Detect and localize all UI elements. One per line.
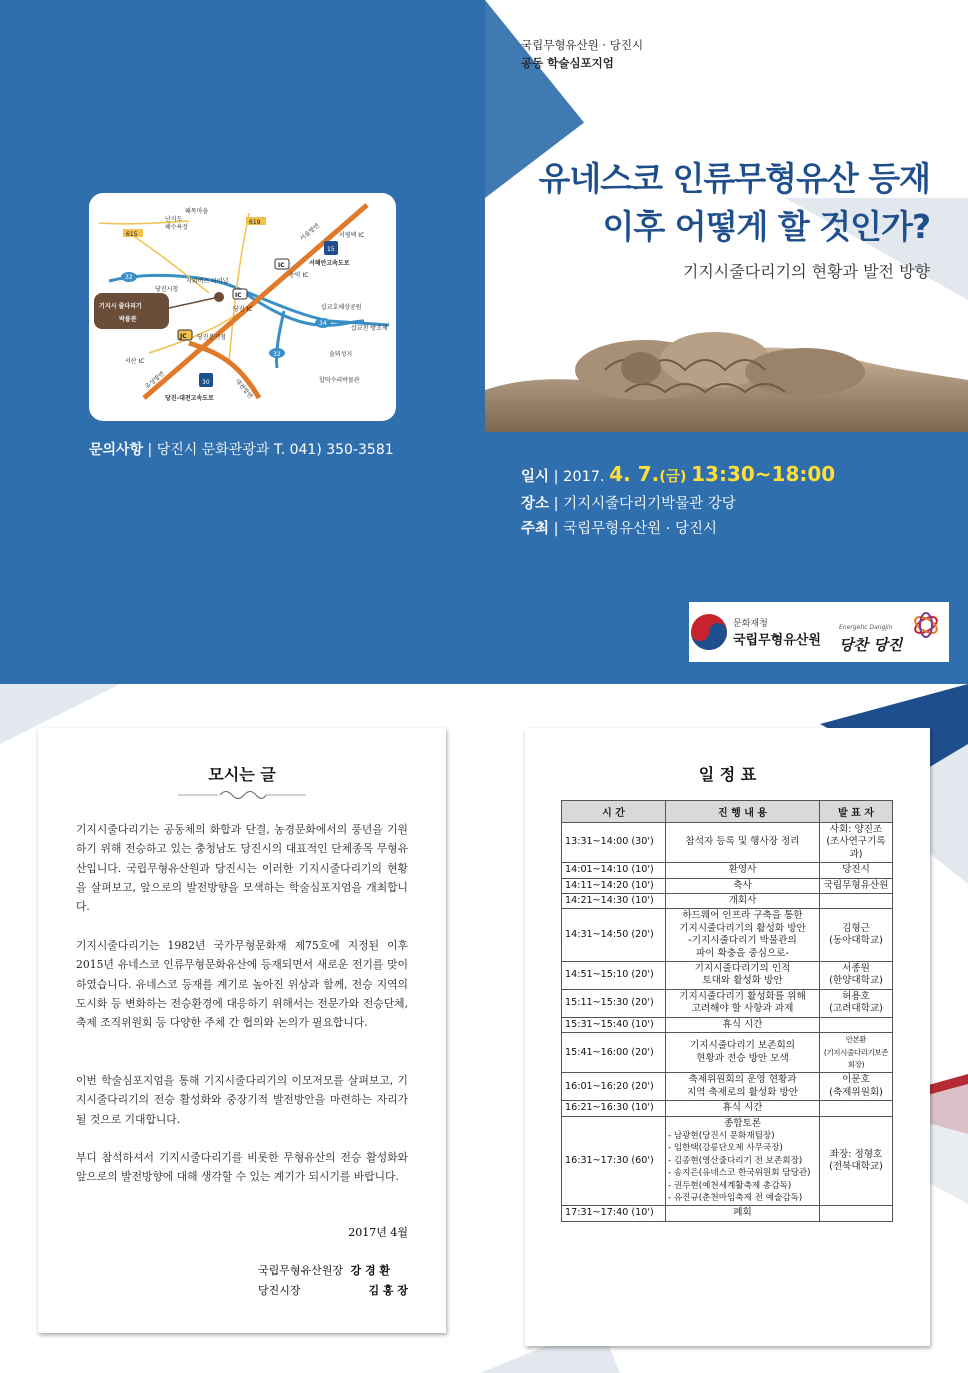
logo2-small: Energetic Dangjin [839,624,893,631]
place-label: 장소 [521,496,550,512]
map-drawing [89,193,396,421]
row-content-text: 휴식 시간 [722,1102,763,1114]
place-line [521,492,736,513]
map-label: 대전방면 [233,377,254,401]
row-presenter [820,1017,893,1032]
row-presenter: 당진시 [820,863,893,878]
map-label: 34 [319,320,327,327]
map-label: 왜목마을 [185,208,209,215]
event-type: 공동 학술심포지엄 [521,56,614,70]
map-label: JC [180,333,187,340]
map-label: 당진-대전고속도로 [165,395,214,402]
row-time: 16:01~16:20 (20') [562,1073,666,1101]
host-text: | 국립무형유산원 · 당진시 [549,521,718,537]
invitation-title: 모시는 글 [208,765,276,784]
map-label: 619 [249,219,261,226]
map-label: 서산 IC [125,358,145,365]
paragraph-3: 이번 학술심포지엄을 통해 기지시줄다리기의 이모저모를 살펴보고, 기지시줄다리기의 전승 활성화와 중장기적 발전방안을 마련하는 자리가 될 것으로 기대합니다. [76,1074,408,1126]
map-label: 15 [327,246,335,253]
discussant-item: - 권두현(예천세계활축제 총감독) [668,1180,792,1191]
sign2-name: 김 홍 장 [368,1284,408,1297]
date-line [521,462,835,486]
letter-date: 2017년 4월 [348,1226,408,1239]
taegeuk-logo-icon [689,612,729,652]
table-row [562,823,893,863]
table-row [562,1116,893,1206]
table-row [562,989,893,1017]
row-time: 13:31~14:00 (30') [562,823,666,863]
row-time: 14:31~14:50 (20') [562,909,666,962]
map-label: 서해안고속도로 [309,260,350,267]
row-content [666,1116,820,1206]
row-content-text: 환영사 [728,864,757,876]
map-label: 서평택 IC [339,232,365,239]
row-presenter: 서종원 (한양대학교) [820,962,893,990]
map-label: 합덕수리박물관 [319,377,360,384]
row-content-text: 기지시줄다리기의 인적 토대와 활성화 방안 [694,963,791,987]
row-content [666,823,820,863]
host-label: 주최 [521,521,550,537]
row-time: 17:31~17:40 (10') [562,1206,666,1221]
map-label: 시외버스 터미널 [186,278,229,285]
contact-text: | 당진시 문화관광과 T. 041) 350-3581 [143,442,394,458]
map-label: 32 [273,351,281,358]
row-presenter [820,1206,893,1221]
row-content-text: 기지시줄다리기 활성화를 위해 고려해야 할 사항과 과제 [679,990,806,1015]
sign1-title: 국립무형유산원장 [258,1264,344,1277]
row-time: 14:11~14:20 (10') [562,878,666,893]
logo2-big: 당찬 당진 [839,636,903,654]
map-label: 615 [126,231,138,238]
map-label: 당진 IC [233,306,253,313]
row-time: 16:21~16:30 (10') [562,1101,666,1116]
signature-2 [258,1282,408,1298]
row-presenter [820,1101,893,1116]
discussant-item: - 유진규(춘천마임축제 전 예술감독) [668,1192,803,1203]
logos-area [689,602,949,662]
row-content [666,909,820,962]
table-row [562,894,893,909]
header-content: 진 행 내 용 [666,801,820,823]
map-label: 해수욕장 [165,224,189,231]
row-content [666,1101,820,1116]
date-label: 일시 [521,469,550,485]
table-row [562,1033,893,1073]
inner-spread [0,684,968,1373]
host-line [521,517,717,538]
contact-label: 문의사항 [89,442,144,458]
map-label: 박물관 [119,316,137,323]
logo1-small: 문화재청 [733,619,768,629]
map-label: 솔뫼성지 [329,351,353,358]
map-label: 기지시 줄다리기 [99,303,142,310]
table-row [562,863,893,878]
invitation-letter [38,728,446,1333]
row-content-text: 축제위원회의 운영 현황과 지역 축제로의 활성화 방안 [686,1074,799,1098]
schedule-body [562,823,893,1222]
title-line-1: 유네스코 인류무형유산 등재 [538,159,930,198]
row-presenter: 좌장: 정형호 (전북대학교) [820,1116,893,1206]
discussant-item: - 임한택(강릉단오제 사무국장) [668,1143,783,1154]
map-label: 삽교천 방조제 [351,325,388,332]
paragraph-4: 부디 참석하셔서 기지시줄다리기를 비롯한 무형유산의 전승 활성화와 앞으로의 발전방향에 대해 생각할 수 있는 계기가 되시기를 바랍니다. [76,1151,408,1184]
table-row [562,962,893,990]
discussant-item: - 남광현(당진시 문화재팀장) [668,1130,775,1141]
ornament-divider [178,788,306,802]
row-content-text: 휴식 시간 [722,1018,763,1030]
logo1-big: 국립무형유산원 [733,633,821,648]
row-content-text: 하드웨어 인프라 구축을 통한 기지시줄다리기의 활성화 방안 -기지시줄다리기 박물관의 파이 확충을 중심으로- [679,910,806,959]
row-presenter: 안본환 (기지시줄다리기보존회장) [820,1033,893,1073]
map-label: 유성방면 [143,370,167,391]
row-time: 14:01~14:10 (10') [562,863,666,878]
row-content [666,1017,820,1032]
row-content [666,1073,820,1101]
signature-1 [258,1262,390,1278]
table-row [562,878,893,893]
row-content [666,878,820,893]
map-label: 당진시청 [155,286,179,293]
row-time: 14:51~15:10 (20') [562,962,666,990]
row-content-text: 폐회 [733,1207,752,1219]
table-row [562,909,893,962]
paragraph-1: 기지시줄다리기는 공동체의 화합과 단결, 농경문화에서의 풍년을 기원하기 위해 전승하고 있는 충청남도 당진시의 대표적인 단체종목 무형유산입니다. 국립무형유산원과 당진시는 이러한 기지시줄다리기의 현황을 살펴보고, 앞으로의 발전방향을 모색하는 학술심포지엄을 개최합니다. [76,823,408,914]
row-content [666,863,820,878]
row-presenter: 허용호 (고려대학교) [820,989,893,1017]
row-presenter [820,894,893,909]
table-row [562,1073,893,1101]
row-content-text: 기지시줄다리기 보존회의 현황과 전승 방안 모색 [690,1040,795,1064]
row-content-text: 참석자 등록 및 행사장 정리 [685,836,800,848]
place-text: | 기지시줄다리기박물관 강당 [549,496,736,512]
row-presenter: 사회: 양진조 (조사연구기록과) [820,823,893,863]
sign1-name: 강 경 환 [350,1264,391,1277]
row-presenter: 김형근 (동아대학교) [820,909,893,962]
schedule-title: 일 정 표 [698,765,757,784]
discussant-item: - 송지은(유네스코 한국위원회 담당관) [668,1168,811,1179]
date-prefix: | 2017. [549,469,605,485]
back-cover-panel [0,0,485,684]
map-label: 32 [125,274,133,281]
table-row [562,1101,893,1116]
row-time: 15:41~16:00 (20') [562,1033,666,1073]
header-time: 시 간 [562,801,666,823]
road-32b [276,311,284,368]
map-label: 삽교호해상공원 [321,304,362,311]
row-content [666,989,820,1017]
paragraph-2: 기지시줄다리기는 1982년 국가무형문화재 제75호에 지정된 이후 2015년 유네스코 인류무형문화유산에 등재되면서 새로운 전기를 맞이하였습니다. 유네스코 등재를 계기로 높아진 위상과 함께, 전승 지역의 도시화 등 변화하는 전승환경에 대응하기 위해서는 전문가와 전승단체, 축제 조직위원회 등 다양한 주체 간 협의와 논의가 필요합니다. [76,939,408,1030]
discussant-list [668,1130,817,1204]
map-label: 송악 IC [289,272,309,279]
map-label: 서울방면 [298,222,322,243]
subtitle: 기지시줄다리기의 현황과 발전 방향 [682,262,930,281]
row-content-text: 축사 [733,879,752,891]
row-time: 14:21~14:30 (10') [562,894,666,909]
map-label: IC [278,262,285,269]
map-label: 당진분기점 [197,334,226,341]
museum-callout [94,293,169,329]
table-row [562,1206,893,1221]
row-content [666,894,820,909]
map-label: 난지도 [165,216,183,223]
map-label: 30 [202,379,210,386]
sign2-title: 당진시장 [258,1284,301,1297]
dangjin-swirl-icon [911,610,941,640]
rope-image [485,300,968,432]
row-content-text: 개회사 [728,895,757,907]
row-presenter: 국립무형유산원 [820,878,893,893]
row-time: 16:31~17:30 (60') [562,1116,666,1206]
row-presenter: 이문호 (축제위원회) [820,1073,893,1101]
contact-info [89,439,394,459]
title-line-2: 이후 어떻게 할 것인가? [602,207,930,246]
map-label: IC [235,292,242,299]
row-content [666,962,820,990]
table-row [562,1017,893,1032]
date-big: 4. 7. [609,462,660,486]
schedule-table [561,800,893,1222]
schedule-sheet [525,728,930,1346]
row-time: 15:31~15:40 (10') [562,1017,666,1032]
front-cover-panel [485,0,968,684]
organizer-line: 국립무형유산원 · 당진시 [521,38,644,52]
header-presenter: 발 표 자 [820,801,893,823]
location-map [89,193,396,421]
date-day: (금) [659,469,687,485]
row-content-text: 종합토론 [723,1117,762,1129]
date-time: 13:30~18:00 [691,462,836,486]
table-header-row [562,801,893,823]
row-content [666,1206,820,1221]
row-content [666,1033,820,1073]
row-time: 15:11~15:30 (20') [562,989,666,1017]
discussant-item: - 김종현(영산줄다리기 전 보존회장) [668,1155,803,1166]
